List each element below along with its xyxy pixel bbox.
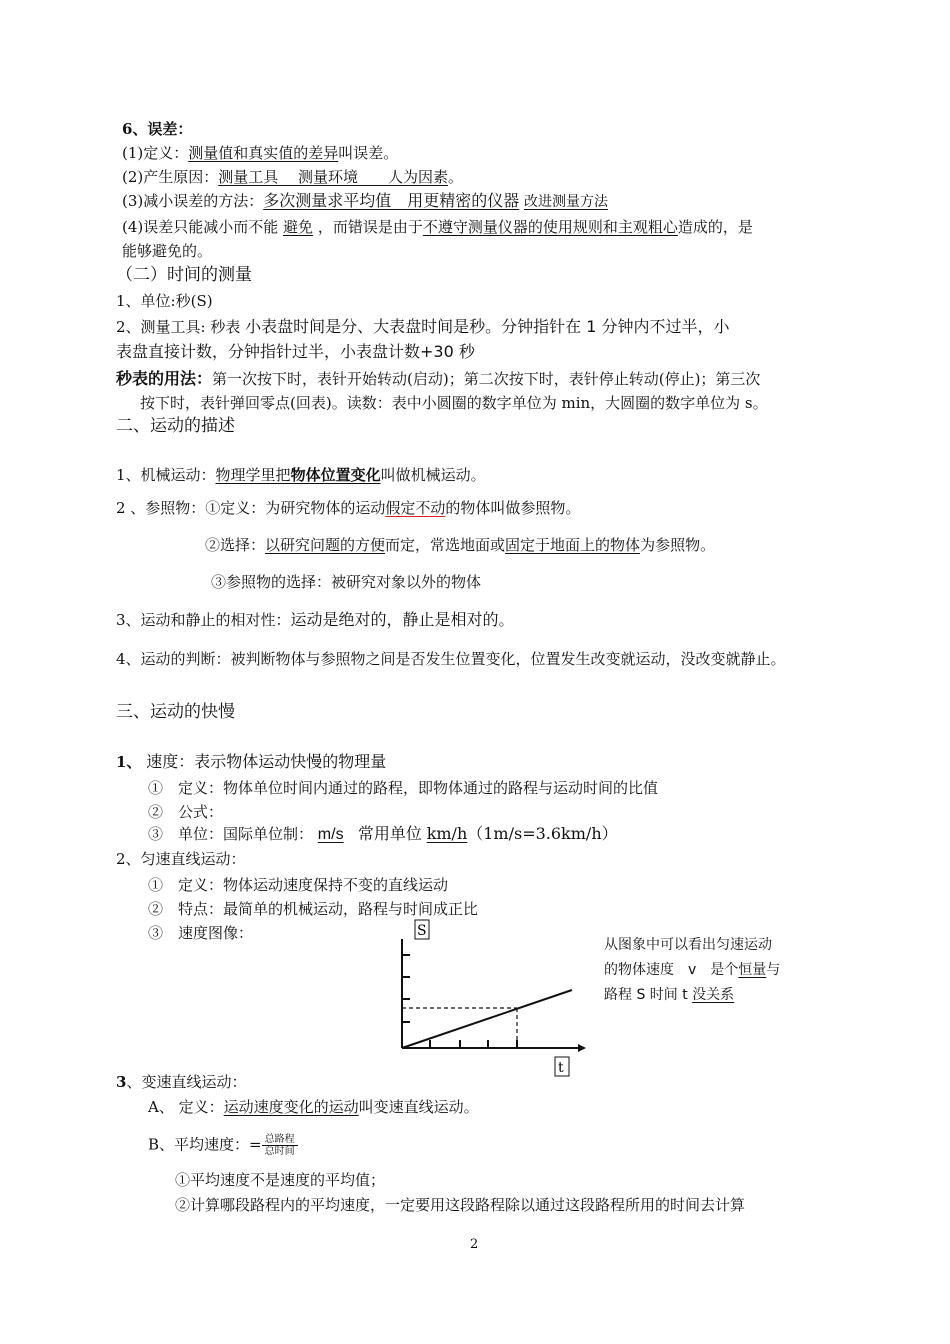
s-t-graph [380,915,595,1080]
s-axis-label: S [417,923,427,939]
variable-definition: A、 定义：运动速度变化的运动叫变速直线运动。 [148,1098,479,1116]
error-definition: (1)定义：测量值和真实值的差异叫误差。 [122,144,399,162]
error-title: 6、误差： [122,120,193,138]
error-causes: (2)产生原因：测量工具 测量环境 人为因素。 [122,168,464,186]
average-speed-fraction: $\frac{\text{总路程}}{\text{总时间}}$ [262,1134,298,1157]
speed-unit: ③ 单位：国际单位制： m/s 常用单位 km/h（1m/s=3.6km/h） [148,824,618,843]
time-tool: 2、测量工具: 秒表 小表盘时间是分、大表盘时间是秒。分钟指针在 1 分钟内不过半，小 [116,317,730,336]
graph-note-1: 从图象中可以看出匀速运动 [604,937,772,953]
motion-desc-heading: 二、运动的描述 [116,416,235,436]
average-speed: B、平均速度：= $\frac{\text{总路程}}{\text{总时间}}$ [148,1134,298,1157]
relativity: 3、运动和静止的相对性：运动是绝对的，静止是相对的。 [116,610,514,629]
mechanical-motion: 1、机械运动：物理学里把物体位置变化叫做机械运动。 [116,466,486,484]
average-note-1: ①平均速度不是速度的平均值； [175,1171,386,1189]
uniform-feature: ② 特点：最简单的机械运动，路程与时间成正比 [148,900,479,918]
s-t-line [402,990,572,1048]
x-axis-arrow [578,1044,586,1052]
reference-definition: 2 、参照物：①定义：为研究物体的运动假定不动的物体叫做参照物。 [116,499,581,517]
stopwatch-usage: 秒表的用法：第一次按下时，表针开始转动(启动)；第二次按下时，表针停止转动(停止)；第三次 [116,369,761,388]
motion-judgement: 4、运动的判断：被判断物体与参照物之间是否发生位置变化，位置发生改变就运动，没改变就静止。 [116,650,786,668]
time-unit: 1、单位:秒(S) [116,292,213,310]
time-tool-cont: 表盘直接计数，分钟指针过半，小表盘计数+30 秒 [116,342,475,361]
uniform-motion-title: 2、匀速直线运动： [116,850,246,868]
graph-note-3: 路程 S 时间 t 没关系 [604,987,735,1003]
uniform-definition: ① 定义：物体运动速度保持不变的直线运动 [148,876,449,894]
error-avoidable: 能够避免的。 [122,242,213,260]
reference-choice: ③参照物的选择：被研究对象以外的物体 [211,573,482,591]
speed-formula: ② 公式： [148,803,224,821]
graph-note-2: 的物体速度 v 是个恒量与 [604,962,781,978]
t-axis-label: t [558,1060,564,1076]
error-reduce-methods: (3)减小误差的方法：多次测量求平均值 用更精密的仪器 改进测量方法 [122,191,609,210]
average-note-2: ②计算哪段路程内的平均速度，一定要用这段路程除以通过这段路程所用的时间去计算 [175,1196,746,1214]
page-number: 2 [470,1237,479,1252]
error-vs-mistake: (4)误差只能减小而不能 避免 ，而错误是由于不遵守测量仪器的使用规则和主观粗心造成的，是 [122,218,753,236]
speed-title: 1、 速度：表示物体运动快慢的物理量 [116,752,387,771]
uniform-graph-label: ③ 速度图像： [148,924,254,942]
speed-definition: ① 定义：物体单位时间内通过的路程，即物体通过的路程与运动时间的比值 [148,779,659,797]
speed-heading: 三、运动的快慢 [116,702,235,722]
stopwatch-usage-cont: 按下时，表针弹回零点(回表)。读数：表中小圆圈的数字单位为 min，大圆圈的数字单位为 s。 [140,394,768,412]
time-heading: （二）时间的测量 [116,265,252,285]
variable-motion-title: 3、变速直线运动： [116,1073,247,1091]
reference-selection: ②选择：以研究问题的方便而定，常选地面或固定于地面上的物体为参照物。 [205,536,716,554]
